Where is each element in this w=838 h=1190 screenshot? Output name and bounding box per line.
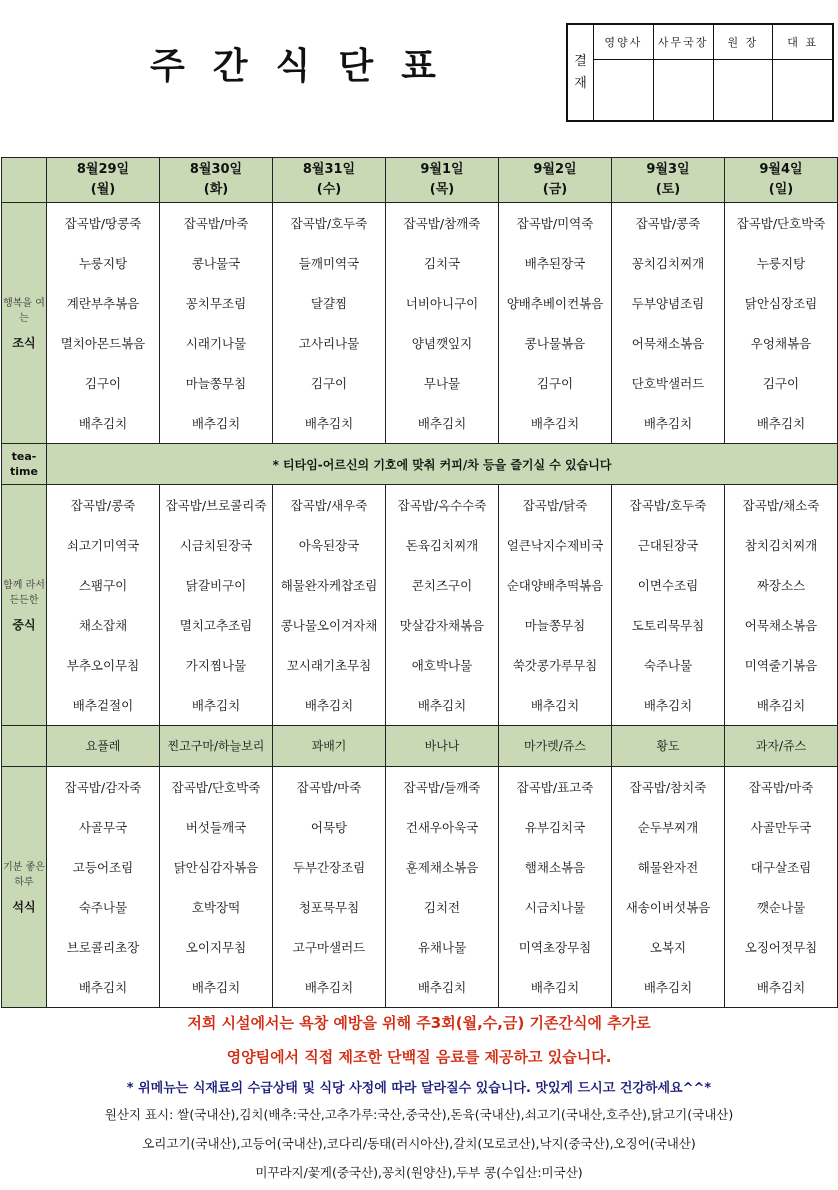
menu-item: 김구이 — [84, 375, 122, 391]
menu-item: 콩나물볶음 — [524, 335, 586, 351]
corner-cell — [2, 158, 47, 203]
snack-item: 과자/쥬스 — [725, 726, 838, 767]
menu-cell — [273, 485, 386, 726]
menu-item: 배추김치 — [530, 697, 580, 713]
menu-item: 잡곡밥/콩죽 — [70, 497, 136, 513]
menu-item: 건새우아욱국 — [405, 819, 479, 835]
menu-item: 단호박샐러드 — [631, 375, 705, 391]
menu-item: 어묵탕 — [310, 819, 348, 835]
menu-item: 콩나물오이겨자채 — [280, 617, 378, 633]
menu-item: 배추김치 — [756, 697, 806, 713]
menu-item: 쇠고기미역국 — [66, 537, 140, 553]
menu-item: 배추김치 — [191, 697, 241, 713]
menu-item: 쑥갓콩가루무침 — [512, 657, 598, 673]
origin-line-1: 원산지 표시: 쌀(국내산),김치(배추:국산,고추가루:국산,중국산),돈육(국내산),쇠고기(국내산,호주산),닭고기(국내산) — [104, 1107, 734, 1122]
day-weekday: (금) — [542, 182, 568, 197]
menu-item: 양배추베이컨볶음 — [506, 295, 604, 311]
menu-item: 계란부추볶음 — [66, 295, 140, 311]
day-date: 8월31일 — [302, 162, 356, 177]
snack-item: 찐고구마/하늘보리 — [160, 726, 273, 767]
menu-item: 배추겉절이 — [72, 697, 134, 713]
menu-item: 잡곡밥/단호박죽 — [171, 779, 261, 795]
breakfast-row — [2, 203, 838, 444]
menu-cell — [386, 767, 499, 1008]
menu-item: 배추김치 — [304, 697, 354, 713]
snack-item: 황도 — [612, 726, 725, 767]
menu-cell — [47, 767, 160, 1008]
menu-item: 배추김치 — [417, 979, 467, 995]
menu-item: 새송이버섯볶음 — [625, 899, 711, 915]
menu-item: 두부간장조림 — [292, 859, 366, 875]
menu-item: 배추김치 — [78, 415, 128, 431]
day-header-row — [2, 158, 838, 203]
menu-item: 사골만두국 — [750, 819, 812, 835]
menu-item: 잡곡밥/옥수수죽 — [397, 497, 487, 513]
menu-item: 잡곡밥/채소죽 — [742, 497, 820, 513]
breakfast-subtitle: 행복을 여는 — [3, 297, 45, 324]
menu-item: 닭갈비구이 — [185, 577, 247, 593]
menu-item: 애호박나물 — [411, 657, 473, 673]
approval-role: 원 장 — [714, 25, 773, 60]
menu-cell — [499, 203, 612, 444]
menu-item: 잡곡밥/들깨죽 — [403, 779, 481, 795]
menu-item: 배추김치 — [78, 979, 128, 995]
snack-row — [2, 726, 838, 767]
menu-item: 마늘쫑무침 — [185, 375, 247, 391]
menu-item: 잡곡밥/닭죽 — [522, 497, 588, 513]
approval-role: 대 표 — [773, 25, 832, 60]
menu-cell — [47, 203, 160, 444]
day-date: 8월29일 — [76, 162, 130, 177]
teatime-row — [2, 444, 838, 485]
day-weekday: (수) — [316, 182, 342, 197]
menu-item: 아욱된장국 — [298, 537, 360, 553]
origin-line-2: 오리고기(국내산),고등어(국내산),코다리/동태(러시아산),갈치(모로코산),낙지(중국산),오징어(국내산) — [142, 1136, 696, 1151]
snack-item: 마가렛/쥬스 — [499, 726, 612, 767]
approval-role: 사무국장 — [654, 25, 713, 60]
origin-line-3: 미꾸라지/꽃게(중국산),꽁치(원양산),두부 콩(수입산:미국산) — [255, 1165, 583, 1180]
day-weekday: (일) — [768, 182, 794, 197]
menu-cell — [725, 485, 838, 726]
teatime-label-2: time — [10, 465, 38, 478]
menu-item: 잡곡밥/호두죽 — [290, 215, 368, 231]
menu-item: 훈제채소볶음 — [405, 859, 479, 875]
menu-item: 유부김치국 — [524, 819, 586, 835]
menu-item: 버섯들깨국 — [185, 819, 247, 835]
teatime-label-cell — [2, 444, 47, 485]
menu-item: 숙주나물 — [78, 899, 128, 915]
day-weekday: (토) — [655, 182, 681, 197]
menu-item: 어묵채소볶음 — [744, 617, 818, 633]
approval-col-secretary — [654, 25, 714, 120]
approval-role: 영양사 — [594, 25, 653, 60]
menu-item: 양념깻잎지 — [411, 335, 473, 351]
snack-label-cell — [2, 726, 47, 767]
menu-item: 잡곡밥/새우죽 — [290, 497, 368, 513]
menu-item: 김치국 — [423, 255, 461, 271]
menu-item: 배추김치 — [191, 979, 241, 995]
approval-col-ceo — [773, 25, 832, 120]
day-weekday: (화) — [203, 182, 229, 197]
menu-item: 잡곡밥/마죽 — [296, 779, 362, 795]
menu-item: 짜장소스 — [756, 577, 806, 593]
menu-item: 배추김치 — [756, 415, 806, 431]
menu-item: 잡곡밥/참깨죽 — [403, 215, 481, 231]
dinner-label-cell — [2, 767, 47, 1008]
menu-item: 배추김치 — [417, 415, 467, 431]
menu-item: 잡곡밥/마죽 — [183, 215, 249, 231]
menu-item: 오복지 — [649, 939, 687, 955]
menu-item: 도토리묵무침 — [631, 617, 705, 633]
menu-item: 무나물 — [423, 375, 461, 391]
menu-item: 누룽지탕 — [78, 255, 128, 271]
menu-item: 브로콜리초장 — [66, 939, 140, 955]
notice-line-3: * 위메뉴는 식재료의 수급상태 및 식당 사정에 따라 달라질수 있습니다. 맛있게 드시고 건강하세요^^* — [126, 1081, 712, 1096]
menu-item: 배추김치 — [530, 415, 580, 431]
menu-item: 두부양념조림 — [631, 295, 705, 311]
menu-item: 배추김치 — [191, 415, 241, 431]
day-header — [612, 158, 725, 203]
day-date: 9월2일 — [533, 162, 577, 177]
menu-item: 닭안심감자볶음 — [173, 859, 259, 875]
menu-item: 이면수조림 — [637, 577, 699, 593]
menu-table — [1, 157, 838, 1008]
menu-cell — [612, 203, 725, 444]
menu-item: 미역초장무침 — [518, 939, 592, 955]
menu-item: 마늘쫑무침 — [524, 617, 586, 633]
lunch-label-cell — [2, 485, 47, 726]
signature-slot — [773, 60, 832, 120]
menu-item: 잡곡밥/땅콩죽 — [64, 215, 142, 231]
menu-item: 콘치즈구이 — [411, 577, 473, 593]
menu-cell — [47, 485, 160, 726]
menu-item: 순대양배추떡볶음 — [506, 577, 604, 593]
breakfast-label-cell — [2, 203, 47, 444]
menu-item: 김치전 — [423, 899, 461, 915]
menu-item: 누룽지탕 — [756, 255, 806, 271]
menu-item: 어묵채소볶음 — [631, 335, 705, 351]
notice-line-2: 영양팀에서 직접 제조한 단백질 음료를 제공하고 있습니다. — [226, 1048, 612, 1066]
approval-label-1: 결 — [574, 53, 587, 69]
menu-item: 콩나물국 — [191, 255, 241, 271]
approval-label — [568, 25, 594, 120]
menu-item: 잡곡밥/마죽 — [748, 779, 814, 795]
menu-cell — [160, 485, 273, 726]
menu-item: 배추김치 — [643, 415, 693, 431]
signature-slot — [654, 60, 713, 120]
menu-item: 꽁치김치찌개 — [631, 255, 705, 271]
menu-item: 가지찜나물 — [185, 657, 247, 673]
menu-item: 배추김치 — [756, 979, 806, 995]
menu-item: 고구마샐러드 — [292, 939, 366, 955]
menu-item: 대구살조림 — [750, 859, 812, 875]
menu-item: 너비아니구이 — [405, 295, 479, 311]
menu-item: 꽁치무조림 — [185, 295, 247, 311]
approval-col-director — [714, 25, 774, 120]
menu-item: 배추김치 — [530, 979, 580, 995]
menu-item: 고등어조림 — [72, 859, 134, 875]
menu-item: 배추김치 — [304, 415, 354, 431]
page-title: 주간식단표 — [150, 46, 464, 87]
menu-cell — [499, 485, 612, 726]
day-weekday: (월) — [90, 182, 116, 197]
menu-item: 잡곡밥/콩죽 — [635, 215, 701, 231]
day-header — [725, 158, 838, 203]
day-header — [499, 158, 612, 203]
menu-item: 들깨미역국 — [298, 255, 360, 271]
menu-cell — [386, 485, 499, 726]
menu-item: 해물완자전 — [637, 859, 699, 875]
menu-item: 해물완자케찹조림 — [280, 577, 378, 593]
menu-item: 미역줄기볶음 — [744, 657, 818, 673]
menu-item: 호박장떡 — [191, 899, 241, 915]
menu-item: 돈육김치찌개 — [405, 537, 479, 553]
menu-item: 고사리나물 — [298, 335, 360, 351]
breakfast-label: 조식 — [12, 335, 36, 350]
menu-item: 멸치고추조림 — [179, 617, 253, 633]
menu-item: 김구이 — [762, 375, 800, 391]
menu-cell — [612, 767, 725, 1008]
day-header — [160, 158, 273, 203]
menu-item: 순두부찌개 — [637, 819, 699, 835]
dinner-row — [2, 767, 838, 1008]
day-date: 9월4일 — [759, 162, 803, 177]
snack-item: 요플레 — [47, 726, 160, 767]
lunch-subtitle: 함께 라서 든든한 — [3, 579, 45, 606]
menu-item: 청포묵무침 — [298, 899, 360, 915]
approval-col-nutritionist — [594, 25, 654, 120]
menu-cell — [160, 203, 273, 444]
menu-item: 배추된장국 — [524, 255, 586, 271]
menu-item: 오징어젓무침 — [744, 939, 818, 955]
menu-item: 부추오이무침 — [66, 657, 140, 673]
menu-item: 멸치아몬드볶음 — [60, 335, 146, 351]
menu-item: 잡곡밥/감자죽 — [64, 779, 142, 795]
day-date: 8월30일 — [189, 162, 243, 177]
menu-item: 사골무국 — [78, 819, 128, 835]
menu-item: 잡곡밥/참치죽 — [629, 779, 707, 795]
menu-item: 배추김치 — [417, 697, 467, 713]
menu-item: 잡곡밥/브로콜리죽 — [165, 497, 267, 513]
menu-item: 잡곡밥/호두죽 — [629, 497, 707, 513]
menu-item: 근대된장국 — [637, 537, 699, 553]
teatime-label-1: tea- — [11, 450, 37, 463]
menu-cell — [160, 767, 273, 1008]
menu-item: 맛살감자채볶음 — [399, 617, 485, 633]
snack-item: 꽈배기 — [273, 726, 386, 767]
menu-item: 김구이 — [310, 375, 348, 391]
menu-cell — [612, 485, 725, 726]
approval-label-2: 재 — [574, 75, 587, 91]
snack-item: 바나나 — [386, 726, 499, 767]
lunch-row — [2, 485, 838, 726]
menu-item: 숙주나물 — [643, 657, 693, 673]
day-header — [47, 158, 160, 203]
day-date: 9월3일 — [646, 162, 690, 177]
menu-item: 스팸구이 — [78, 577, 128, 593]
teatime-text: * 티타임-어르신의 기호에 맞춰 커피/차 등을 즐기실 수 있습니다 — [47, 444, 838, 485]
menu-item: 꼬시래기초무침 — [286, 657, 372, 673]
menu-item: 배추김치 — [304, 979, 354, 995]
menu-item: 잡곡밥/단호박죽 — [736, 215, 826, 231]
menu-item: 얼큰낙지수제비국 — [506, 537, 604, 553]
day-header — [386, 158, 499, 203]
menu-item: 깻순나물 — [756, 899, 806, 915]
menu-item: 햄채소볶음 — [524, 859, 586, 875]
menu-item: 우엉채볶음 — [750, 335, 812, 351]
menu-cell — [725, 767, 838, 1008]
menu-item: 배추김치 — [643, 979, 693, 995]
menu-item: 닭안심장조림 — [744, 295, 818, 311]
menu-item: 잡곡밥/미역죽 — [516, 215, 594, 231]
menu-item: 잡곡밥/표고죽 — [516, 779, 594, 795]
menu-cell — [725, 203, 838, 444]
menu-item: 시래기나물 — [185, 335, 247, 351]
menu-item: 달걀찜 — [310, 295, 348, 311]
menu-item: 채소잡채 — [78, 617, 128, 633]
menu-cell — [386, 203, 499, 444]
dinner-subtitle: 기분 좋은 하루 — [3, 861, 45, 888]
day-weekday: (목) — [429, 182, 455, 197]
approval-box — [566, 23, 834, 122]
menu-item: 참치김치찌개 — [744, 537, 818, 553]
menu-item: 오이지무침 — [185, 939, 247, 955]
menu-cell — [499, 767, 612, 1008]
signature-slot — [714, 60, 773, 120]
menu-item: 유채나물 — [417, 939, 467, 955]
day-header — [273, 158, 386, 203]
menu-item: 시금치된장국 — [179, 537, 253, 553]
signature-slot — [594, 60, 653, 120]
notice-line-1: 저희 시설에서는 욕창 예방을 위해 주3회(월,수,금) 기존간식에 추가로 — [187, 1014, 651, 1032]
menu-item: 배추김치 — [643, 697, 693, 713]
day-date: 9월1일 — [420, 162, 464, 177]
lunch-label: 중식 — [12, 617, 36, 632]
menu-cell — [273, 203, 386, 444]
menu-item: 시금치나물 — [524, 899, 586, 915]
menu-item: 김구이 — [536, 375, 574, 391]
dinner-label: 석식 — [12, 899, 36, 914]
menu-cell — [273, 767, 386, 1008]
